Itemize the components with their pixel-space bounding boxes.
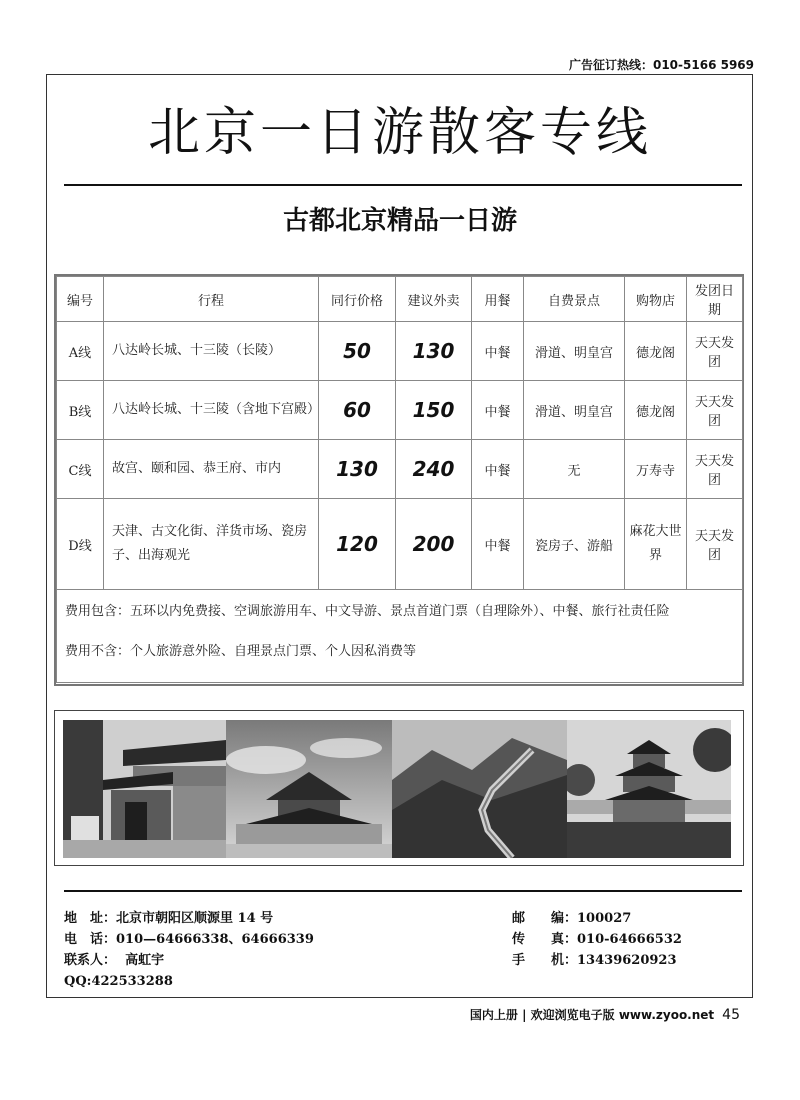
header-shop: 购物店 — [625, 277, 687, 322]
table-row — [57, 322, 743, 381]
summer-palace-tower-photo — [567, 720, 731, 858]
title-divider — [64, 184, 742, 186]
mobile-line — [512, 950, 682, 971]
route-code: B线 — [57, 381, 104, 440]
header-peer-price: 同行价格 — [319, 277, 396, 322]
fax-line — [512, 929, 682, 950]
fee-included: 费用包含：五环以内免费接、空调旅游用车、中文导游、景点首道门票（自理除外）、中餐、旅行社责任险 — [65, 604, 670, 619]
footer-text: 国内上册 | 欢迎浏览电子版 www.zyoo.net — [469, 1008, 715, 1022]
extra-attractions: 无 — [524, 440, 625, 499]
retail-price: 130 — [396, 322, 472, 381]
contact-divider — [64, 890, 742, 892]
qq-value: 422533288 — [91, 974, 173, 989]
postcode-line — [512, 908, 682, 929]
schedule: 天天发团 — [687, 322, 743, 381]
mobile-label: 手 机： — [512, 953, 578, 968]
temple-hall-photo — [226, 720, 392, 858]
page-number: 45 — [722, 1007, 740, 1023]
retail-price: 200 — [396, 499, 472, 590]
route-itinerary: 八达岭长城、十三陵（含地下宫殿） — [104, 381, 319, 440]
header-retail-price: 建议外卖 — [396, 277, 472, 322]
page-title: 北京一日游散客专线 — [147, 103, 652, 163]
peer-price: 130 — [319, 440, 396, 499]
postcode-value: 100027 — [577, 911, 632, 926]
meal: 中餐 — [472, 322, 524, 381]
shop: 万寿寺 — [625, 440, 687, 499]
page-subtitle: 古都北京精品一日游 — [282, 206, 517, 236]
table-row — [57, 499, 743, 590]
person-label: 联系人： — [64, 953, 117, 968]
routes-table — [56, 276, 743, 683]
mobile-value: 13439620923 — [577, 953, 677, 968]
extra-attractions: 滑道、明皇宫 — [524, 381, 625, 440]
extra-attractions: 瓷房子、游船 — [524, 499, 625, 590]
table-row — [57, 381, 743, 440]
postcode-label: 邮 编： — [512, 911, 578, 926]
peer-price: 50 — [319, 322, 396, 381]
header-schedule: 发团日期 — [687, 277, 743, 322]
meal: 中餐 — [472, 381, 524, 440]
header-code: 编号 — [57, 277, 104, 322]
ad-hotline: 广告征订热线：010-5166 5969 — [568, 58, 754, 72]
great-wall-photo — [392, 720, 567, 858]
fax-value: 010-64666532 — [577, 932, 682, 947]
meal: 中餐 — [472, 440, 524, 499]
palace-courtyard-photo — [63, 720, 226, 858]
header-extra: 自费景点 — [524, 277, 625, 322]
person-value: 高虹宇 — [125, 953, 165, 968]
schedule: 天天发团 — [687, 440, 743, 499]
route-itinerary: 故宫、颐和园、恭王府、市内 — [104, 440, 319, 499]
extra-attractions: 滑道、明皇宫 — [524, 322, 625, 381]
route-code: C线 — [57, 440, 104, 499]
schedule: 天天发团 — [687, 381, 743, 440]
fax-label: 传 真： — [512, 932, 578, 947]
qq-line — [64, 971, 314, 992]
table-notes-row — [57, 590, 743, 683]
route-code: D线 — [57, 499, 104, 590]
phone-label: 电 话： — [64, 932, 117, 947]
retail-price: 150 — [396, 381, 472, 440]
shop: 麻花大世界 — [625, 499, 687, 590]
schedule: 天天发团 — [687, 499, 743, 590]
contact-left — [64, 908, 314, 992]
photo-strip — [54, 710, 744, 866]
qq-label: QQ: — [64, 974, 92, 989]
address-value: 北京市朝阳区顺源里 14 号 — [116, 911, 274, 926]
header-meal: 用餐 — [472, 277, 524, 322]
meal: 中餐 — [472, 499, 524, 590]
peer-price: 120 — [319, 499, 396, 590]
header-route: 行程 — [104, 277, 319, 322]
table-row — [57, 440, 743, 499]
address-label: 地 址： — [64, 911, 117, 926]
phone-value: 010—64666338、64666339 — [116, 932, 314, 947]
shop: 德龙阁 — [625, 381, 687, 440]
peer-price: 60 — [319, 381, 396, 440]
route-code: A线 — [57, 322, 104, 381]
page-footer — [470, 1006, 740, 1023]
person-line — [64, 950, 314, 971]
table-header-row — [57, 277, 743, 322]
shop: 德龙阁 — [625, 322, 687, 381]
routes-table-container — [54, 274, 744, 686]
route-itinerary: 天津、古文化街、洋货市场、瓷房子、出海观光 — [104, 499, 319, 590]
contact-right — [512, 908, 682, 971]
phone-line — [64, 929, 314, 950]
retail-price: 240 — [396, 440, 472, 499]
route-itinerary: 八达岭长城、十三陵（长陵） — [104, 322, 319, 381]
address-line — [64, 908, 314, 929]
fee-notes — [57, 590, 743, 683]
fee-excluded: 费用不含：个人旅游意外险、自理景点门票、个人因私消费等 — [65, 644, 417, 659]
